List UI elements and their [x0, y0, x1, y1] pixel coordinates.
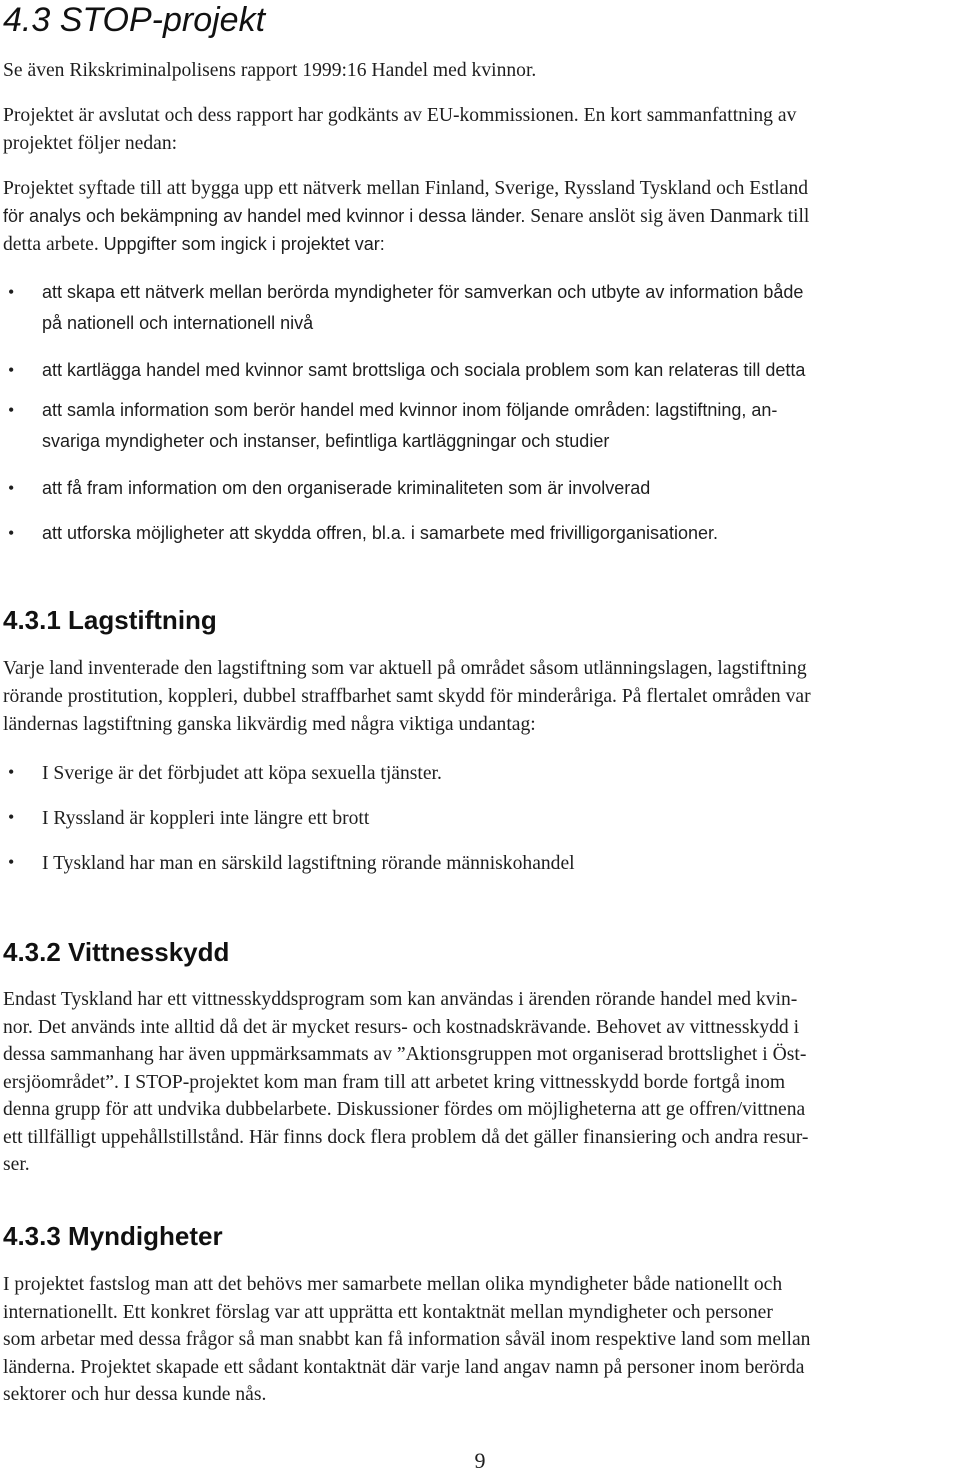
paragraph-line: ett tillfälligt uppehållstillstånd. Här finns dock flera problem då det gäller finansiering och andra resur- [3, 1126, 809, 1148]
task-line-1: att få fram information om den organiserade kriminaliteten som är involverad [42, 478, 651, 498]
paragraph-line: rörande prostitution, koppleri, dubbel straffbarhet samt skydd för minderåriga. På flertalet områden var [3, 686, 811, 707]
intro-line-2: projektet följer nedan: [3, 133, 178, 154]
paragraph-line: Endast Tyskland har ett vittnesskyddsprogram som kan användas i ärenden rörande handel med kvin- [3, 989, 798, 1010]
task-line-2: på nationell och internationell nivå [42, 313, 314, 333]
bullet-icon: • [8, 400, 15, 420]
paragraph-line: som arbetar med dessa frågor så man snabbt kan få information såväl inom respektive land som mellan [3, 1329, 811, 1350]
bullet-icon: • [8, 360, 15, 380]
paragraph-line: nor. Det används inte alltid då det är mycket resurs- och kostnadskrävande. Behovet av vittnesskydd i [3, 1016, 800, 1038]
bullet-icon: • [8, 807, 15, 827]
task-line-2: svariga myndigheter och instanser, befintliga kartläggningar och studier [42, 431, 610, 451]
purpose-line-3-serif: detta arbete. [3, 234, 99, 255]
exception-text: I Ryssland är koppleri inte längre ett brott [42, 808, 370, 829]
exception-text: I Tyskland har man en särskild lagstiftning rörande människohandel [42, 853, 575, 874]
bullet-icon: • [8, 852, 15, 872]
task-line-1: att samla information som berör handel med kvinnor inom följande områden: lagstiftning, an- [42, 400, 778, 420]
subsection-title-witness: 4.3.2 Vittnesskydd [3, 937, 230, 967]
intro-line-1: Projektet är avslutat och dess rapport har godkänts av EU-kommissionen. En kort sammanfattning av [3, 105, 797, 126]
exception-text: I Sverige är det förbjudet att köpa sexuella tjänster. [42, 763, 442, 784]
paragraph-line: I projektet fastslog man att det behövs mer samarbete mellan olika myndigheter både nationellt och [3, 1274, 783, 1295]
purpose-line-2-serif: Senare anslöt sig även Danmark till [530, 206, 810, 227]
subsection-title-legislation: 4.3.1 Lagstiftning [3, 605, 217, 635]
task-line-1: att kartlägga handel med kvinnor samt brottsliga och sociala problem som kan relateras till detta [42, 360, 806, 380]
bullet-icon: • [8, 282, 15, 302]
paragraph-line: sektorer och hur dessa kunde nås. [3, 1384, 267, 1405]
paragraph-line: denna grupp för att undvika dubbelarbete. Diskussioner fördes om möjligheterna att ge offren/vittnena [3, 1099, 806, 1120]
task-line-1: att skapa ett nätverk mellan berörda myndigheter för samverkan och utbyte av information både [42, 282, 804, 302]
paragraph-line: länderna. Projektet skapade ett sådant kontaktnät där varje land angav namn på personer inom berörda [3, 1356, 805, 1378]
paragraph-line: ser. [3, 1154, 30, 1175]
paragraph-line: dessa sammanhang har även uppmärksammats av ”Aktionsgruppen mot organiserad brottslighet i Öst- [3, 1044, 807, 1065]
witness-paragraph [3, 986, 943, 1179]
see-also-text: Se även Rikskriminalpolisens rapport 1999:16 Handel med kvinnor. [3, 60, 537, 81]
purpose-line-2 [3, 203, 809, 231]
task-line-1: att utforska möjligheter att skydda offren, bl.a. i samarbete med frivilligorganisationer. [42, 523, 719, 543]
paragraph-line: internationellt. Ett konkret förslag var att upprätta ett kontaktnät mellan myndigheter och personer [3, 1301, 773, 1323]
section-title: 4.3 STOP-projekt [3, 1, 266, 39]
bullet-icon: • [8, 478, 15, 498]
purpose-line-3-sans: Uppgifter som ingick i projektet var: [103, 234, 385, 254]
bullet-icon: • [8, 762, 15, 782]
paragraph-line: Varje land inventerade den lagstiftning som var aktuell på området såsom utlänningslagen, lagstiftning [3, 658, 807, 679]
paragraph-line: ersjöområdet”. I STOP-projektet kom man fram till att arbetet kring vittnesskydd borde fortgå inom [3, 1071, 786, 1093]
page-number: 9 [474, 1448, 486, 1473]
authorities-paragraph [3, 1271, 943, 1409]
subsection-title-authorities: 4.3.3 Myndigheter [3, 1221, 223, 1251]
purpose-line-3 [3, 231, 385, 259]
purpose-line-1: Projektet syftade till att bygga upp ett nätverk mellan Finland, Sverige, Ryssland Tyskland och Estland [3, 178, 809, 199]
bullet-icon: • [8, 523, 15, 543]
paragraph-line: ländernas lagstiftning ganska likvärdig med några viktiga undantag: [3, 714, 536, 735]
purpose-line-2-sans: för analys och bekämpning av handel med kvinnor i dessa länder. [3, 206, 526, 226]
